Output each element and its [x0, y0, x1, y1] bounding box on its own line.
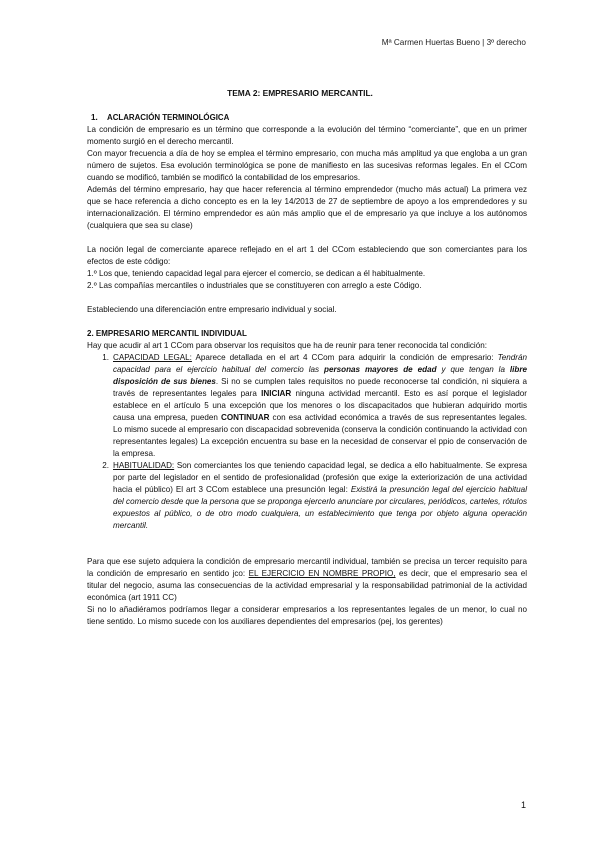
paragraph: Si no lo añadiéramos podríamos llegar a considerar empresarios a los representantes legales de un menor, lo cual no tiene sentido. Lo mismo sucede con los auxiliares dependientes del empresarios (pej, los gerentes)	[87, 605, 527, 626]
section-1-heading-text: ACLARACIÓN TERMINOLÓGICA	[107, 113, 230, 122]
page-number: 1	[520, 800, 526, 810]
document-body	[87, 112, 527, 628]
document-title	[0, 88, 600, 98]
paragraph: La noción legal de comerciante aparece reflejado en el art 1 del CCom estableciendo que son comerciantes para los efectos de este código:	[87, 245, 527, 266]
section-2-heading	[87, 328, 527, 340]
paragraph	[87, 556, 527, 604]
item-quote-bold: personas mayores de edad	[324, 365, 437, 374]
title-text: TEMA 2: EMPRESARIO MERCANTIL.	[227, 88, 373, 98]
item-label: CAPACIDAD LEGAL:	[113, 353, 192, 362]
paragraph: 1.º Los que, teniendo capacidad legal para ejercer el comercio, se dedican a él habitualmente.	[87, 269, 426, 278]
item-quote: Existirá la presunción legal del ejercicio habitual del comercio desde que la persona que se proponga ejercerlo anunciare por circulares, periódicos, carteles, rótulos expuestos al público, o de otro modo cualquiera, un establecimiento que tenga por objeto alguna operación mercantil.	[113, 485, 527, 530]
paragraph: Con mayor frecuencia a día de hoy se emplea el término empresario, con mucha más amplitud ya que engloba a un gran número de sujetos. Esa evolución terminológica se pone de manifiesto en las sucesivas reformas legales. En el CCom cuando se modificó, también se modificó la contabilidad de los empresarios.	[87, 149, 527, 182]
list-item-body	[113, 352, 527, 460]
list-item-body	[113, 460, 527, 532]
paragraph: 2.º Las compañías mercantiles o industriales que se constituyeren con arreglo a este Código.	[87, 281, 422, 290]
item-quote: Tendrán capacidad para el ejercicio habitual del comercio las	[113, 353, 527, 374]
paragraph-text: es decir, que el empresario sea el titular del negocio, asuma las consecuencias de la actividad empresarial y la responsabilidad patrimonial de la actividad económica (art 1911 CC)	[87, 569, 528, 602]
list-item	[87, 460, 527, 532]
paragraph: Hay que acudir al art 1 CCom para observar los requisitos que ha de reunir para tener reconocida tal condición:	[87, 341, 487, 350]
section-1-heading	[87, 112, 527, 124]
page-header-author: Mª Carmen Huertas Bueno | 3º derecho	[381, 38, 526, 47]
item-text: con esa actividad económica a través de sus representantes legales. Lo mismo sucede al empresario con discapacidad sobrevenida (conserva la condición continuando la actividad con representantes legales) La excepción encuentra su base en la necesidad de conservar el ppio de conservación de la empresa.	[113, 413, 528, 458]
list-number: 2.	[102, 461, 109, 470]
item-emphasis: CONTINUAR	[220, 413, 270, 422]
item-text: Son comerciantes los que teniendo capacidad legal, se dedica a ello habitualmente. Se expresa por parte del legislador en el sentido de profesionalidad (profesión que exige la exteriorización de una actividad hacia el público) El art 3 CCom establece una presunción legal:	[113, 461, 527, 494]
paragraph: Además del término empresario, hay que hacer referencia al término emprendedor (mucho más actual) La primera vez que se hace referencia a dicho concepto es en la ley 14/2013 de 27 de septiembre de apoyo a los emprendedores y su internacionalización. El término emprendedor es aún más amplio que el de empresario ya que incluye a los autónomos (cualquiera que sea su clase)	[87, 185, 527, 230]
item-label: HABITUALIDAD:	[113, 461, 175, 470]
list-item	[87, 352, 527, 460]
item-quote-bold: libre disposición de sus bienes	[113, 365, 527, 386]
item-text: ninguna actividad mercantil. Esto es así porque el legislador establece en el artículo 5 una excepción que los menores o los discapacitados que hubieran adquirido mortis causa una empresa, pueden	[113, 389, 527, 422]
paragraph: La condición de empresario es un término que corresponde a la evolución del término “comerciante”, que en un primer momento surgió en el derecho mercantil.	[87, 125, 527, 146]
list-number: 1.	[102, 353, 109, 362]
section-2-heading-text: 2. EMPRESARIO MERCANTIL INDIVIDUAL	[87, 329, 247, 338]
paragraph-text: Para que ese sujeto adquiera la condición de empresario mercantil individual, también se precisa un tercer requisito para la condición de empresario en sentido jco:	[87, 557, 527, 578]
item-text: . Si no se cumplen tales requisitos no puede reconocerse tal condición, ni siquiera a través de representantes legales para	[113, 377, 528, 398]
paragraph-emphasis: EL EJERCICIO EN NOMBRE PROPIO,	[248, 569, 396, 578]
item-quote: y que tengan la	[436, 365, 510, 374]
paragraph: Estableciendo una diferenciación entre empresario individual y social.	[87, 305, 337, 314]
item-text: Aparece detallada en el art 4 CCom para adquirir la condición de empresario:	[191, 353, 498, 362]
requirements-list	[87, 352, 527, 532]
item-emphasis: INICIAR	[261, 389, 292, 398]
section-1-number: 1.	[91, 113, 98, 122]
